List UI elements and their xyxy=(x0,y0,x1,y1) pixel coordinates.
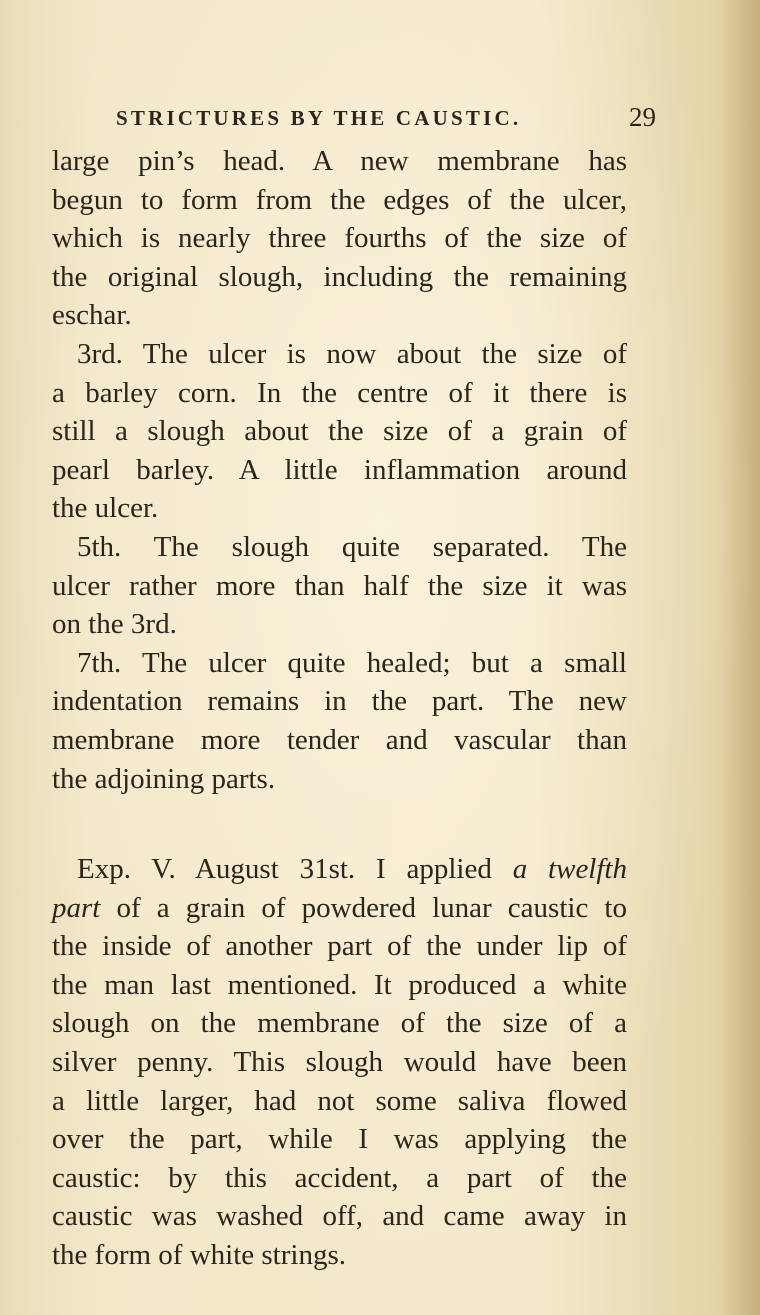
text-line: caustic was washed off, and came away in xyxy=(52,1200,627,1233)
text-line: a little larger, had not some saliva flowed xyxy=(52,1084,627,1117)
text-line: slough on the membrane of the size of a xyxy=(52,1007,627,1040)
text-line: pearl barley. A little inflammation around xyxy=(52,453,627,486)
page-number: 29 xyxy=(629,102,656,132)
text-line: indentation remains in the part. The new xyxy=(52,685,627,718)
text-line: 5th. The slough quite separated. The xyxy=(77,530,627,563)
running-head-title: STRICTURES BY THE CAUSTIC. xyxy=(116,106,522,130)
paragraph-continuation xyxy=(52,142,627,335)
text-line: the original slough, including the remaining xyxy=(52,260,627,293)
text-line: 7th. The ulcer quite healed; but a small xyxy=(77,646,627,679)
text-run: Exp. V. August 31st. I applied xyxy=(77,853,513,886)
text-line: the man last mentioned. It produced a white xyxy=(52,968,627,1001)
italic-phrase: a twelfth xyxy=(512,853,627,886)
running-head xyxy=(116,102,656,142)
text-line: a barley corn. In the centre of it there is xyxy=(52,376,627,409)
text-line: begun to form from the edges of the ulcer, xyxy=(52,183,627,216)
paragraph-3rd xyxy=(52,335,627,528)
text-line: ulcer rather more than half the size it was xyxy=(52,569,627,602)
text-run: of a grain of powdered lunar caustic to xyxy=(100,891,627,924)
text-line: 3rd. The ulcer is now about the size of xyxy=(77,337,627,370)
text-line: caustic: by this accident, a part of the xyxy=(52,1161,627,1194)
paragraph-5th xyxy=(52,528,627,644)
text-line: the inside of another part of the under lip of xyxy=(52,930,627,963)
paragraph-7th xyxy=(52,644,627,798)
text-line xyxy=(52,850,627,889)
text-line: membrane more tender and vascular than xyxy=(52,723,627,756)
text-line: still a slough about the size of a grain of xyxy=(52,415,627,448)
text-line: the ulcer. xyxy=(52,492,159,525)
italic-phrase: part xyxy=(52,891,101,924)
text-line: large pin’s head. A new membrane has xyxy=(52,145,627,177)
paragraph-experiment-v xyxy=(52,850,627,1275)
text-line: silver penny. This slough would have been xyxy=(52,1046,627,1079)
text-line: the adjoining parts. xyxy=(52,762,276,795)
text-line xyxy=(52,889,627,928)
text-line: eschar. xyxy=(52,299,132,332)
page-edge-shadow xyxy=(720,0,760,1315)
text-line: which is nearly three fourths of the size of xyxy=(52,222,627,255)
paragraph-gap xyxy=(52,798,627,850)
text-line: on the 3rd. xyxy=(52,608,177,641)
text-line: over the part, while I was applying the xyxy=(52,1123,627,1156)
text-line: the form of white strings. xyxy=(52,1239,346,1272)
body-text xyxy=(52,142,627,1275)
